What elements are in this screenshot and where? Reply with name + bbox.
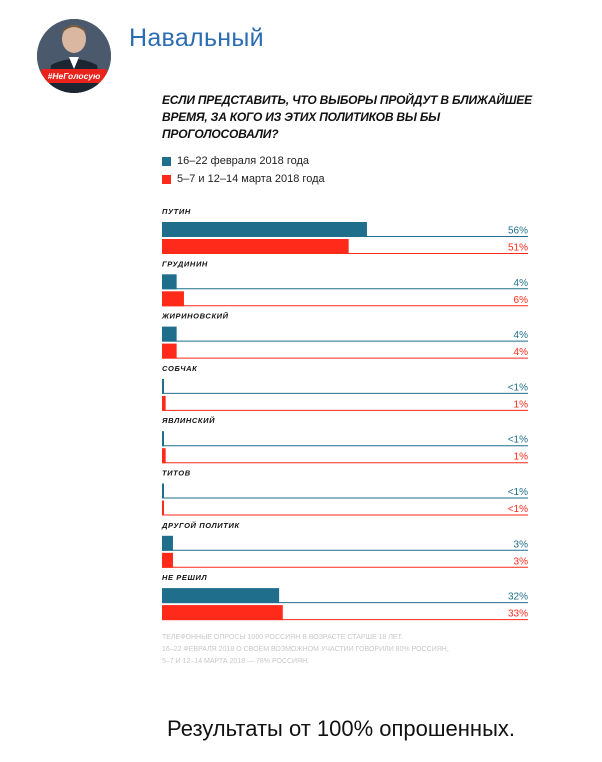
- bar-value-label: 33%: [507, 608, 528, 620]
- bar-value-label: <1%: [507, 434, 528, 446]
- bar-value-label: 51%: [507, 242, 528, 254]
- bar: [162, 536, 173, 551]
- bar: [162, 588, 279, 603]
- bar-value-label: 3%: [513, 539, 528, 551]
- bar: [162, 379, 164, 394]
- category-label: ЖИРИНОВСКИЙ: [162, 311, 229, 321]
- bar-value-label: 4%: [513, 347, 528, 359]
- category-label: ПУТИН: [162, 207, 191, 216]
- bar: [162, 327, 177, 342]
- bar-value-label: <1%: [507, 504, 528, 515]
- bar-value-label: <1%: [507, 487, 528, 498]
- bar-value-label: 1%: [513, 399, 528, 411]
- avatar-badge-text: #НеГолосую: [47, 71, 101, 81]
- legend-label-series-1: 16–22 февраля 2018 года: [177, 155, 310, 167]
- footnote-line: ТЕЛЕФОННЫЕ ОПРОСЫ 1000 РОССИЯН В ВОЗРАСТЕ СТАРШЕ 18 ЛЕТ.: [162, 634, 404, 641]
- bar: [162, 484, 164, 499]
- category-label: ДРУГОЙ ПОЛИТИК: [162, 520, 240, 530]
- bar: [162, 431, 164, 446]
- category-label: ТИТОВ: [162, 468, 191, 478]
- bar: [162, 553, 173, 568]
- category-label: ГРУДИНИН: [162, 259, 208, 269]
- chart-footnote: [162, 632, 542, 668]
- bar-value-label: 32%: [507, 591, 528, 603]
- chart-title: ЕСЛИ ПРЕДСТАВИТЬ, ЧТО ВЫБОРЫ ПРОЙДУТ В БЛИЖАЙШЕЕ ВРЕМЯ, ЗА КОГО ИЗ ЭТИХ ПОЛИТИКОВ ВЫ БЫ ПРОГОЛОСОВАЛИ?: [162, 93, 532, 141]
- category-label: НЕ РЕШИЛ: [162, 573, 208, 583]
- bar: [162, 396, 166, 411]
- footnote-line: 16–22 ФЕВРАЛЯ 2018 О СВОЕМ ВОЗМОЖНОМ УЧАСТИИ ГОВОРИЛИ 80% РОССИЯН,: [162, 646, 449, 653]
- bar: [162, 291, 184, 306]
- legend-label-series-2: 5–7 и 12–14 марта 2018 года: [177, 173, 325, 185]
- bar: [162, 448, 166, 463]
- bar-value-label: 4%: [513, 277, 528, 289]
- bar: [162, 239, 349, 254]
- bar-value-label: 4%: [513, 330, 528, 342]
- bar: [162, 605, 283, 620]
- bar: [162, 344, 177, 359]
- bar-value-label: 56%: [507, 225, 528, 237]
- bar: [162, 222, 367, 237]
- bar-value-label: 6%: [513, 294, 528, 306]
- bar: [162, 501, 164, 516]
- category-label: СОБЧАК: [162, 363, 198, 373]
- category-label: ЯВЛИНСКИЙ: [162, 416, 216, 426]
- message-caption: [0, 716, 602, 742]
- caption-text: Результаты от 100% опрошенных.: [166, 716, 516, 741]
- channel-name[interactable]: Навальный: [129, 24, 264, 52]
- bar-value-label: <1%: [507, 382, 528, 394]
- bar: [162, 274, 177, 289]
- bar-value-label: 3%: [513, 556, 528, 568]
- bar-value-label: 1%: [513, 451, 528, 463]
- footnote-line: 5–7 И 12–14 МАРТА 2018 — 78% РОССИЯН.: [162, 658, 310, 665]
